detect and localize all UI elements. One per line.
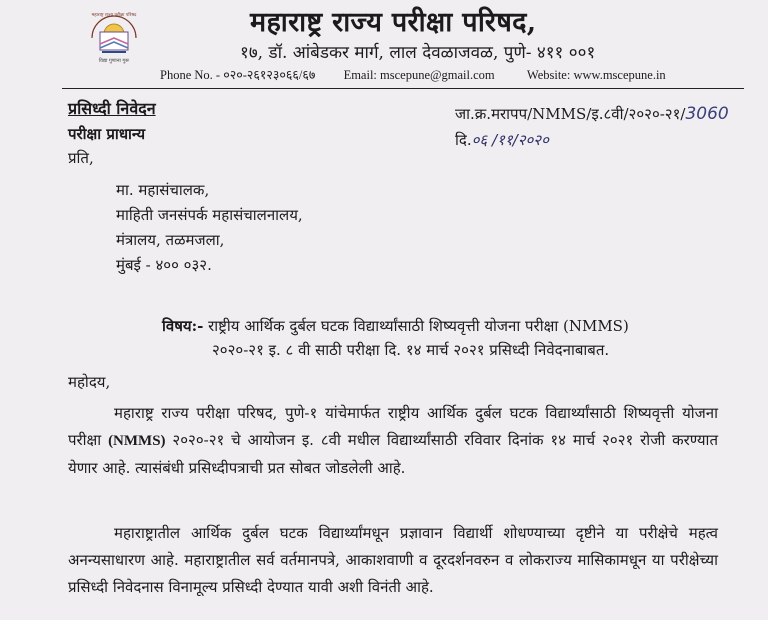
website-url: Website: www.mscepune.in: [526, 68, 666, 82]
recipient-line: मंत्रालय, तळमजला,: [116, 231, 225, 249]
organization-title: महाराष्ट्र राज्य परीक्षा परिषद,: [250, 7, 537, 38]
subject-label: विषय:-: [162, 317, 204, 335]
email-address: Email: mscepune@gmail.com: [343, 68, 495, 82]
to-label: प्रति,: [68, 149, 94, 167]
subject-line-1: राष्ट्रीय आर्थिक दुर्बल घटक विद्यार्थ्यांसाठी शिष्यवृत्ती योजना परीक्षा (NMMS): [208, 317, 629, 335]
recipient-line: मुंबई - ४०० ०३२.: [116, 256, 212, 274]
paragraph-text: महाराष्ट्र राज्य परीक्षा परिषद, पुणे-१ यांचेमार्फत राष्ट्रीय आर्थिक दुर्बल घटक विद्यार्थ्यांसाठी शिष्यवृत्ती योजना परीक्षा: [68, 404, 718, 449]
subject-line-2: २०२०-२१ इ. ८ वी साठी परीक्षा दि. १४ मार्च २०२१ प्रसिध्दी निवेदनाबाबत.: [212, 341, 610, 359]
body-paragraph-2: महाराष्ट्रातील आर्थिक दुर्बल घटक विद्यार्थ्यांमधून प्रज्ञावान विद्यार्थी शोधण्याच्या दृष्टीने या परीक्षेचे महत्व अनन्यसाधारण आहे. महाराष्ट्रातील सर्व वर्तमानपत्रे, आकाशवाणी व दूरदर्शनवरुन व लोकराज्य मासिकामधून या परीक्षेच्या प्रसिध्दी निवेदनास विनामूल्य प्रसिध्दी देण्यात यावी अशी विनंती आहे.: [68, 524, 718, 596]
logo-motto: विद्या गुणाना गुरू: [98, 58, 130, 64]
priority-label: परीक्षा प्राधान्य: [68, 125, 146, 143]
date-prefix: दि.: [455, 131, 472, 149]
reference-date: [455, 130, 549, 150]
recipient-line: माहिती जनसंपर्क महासंचालनालय,: [116, 206, 303, 224]
council-logo: [86, 8, 142, 66]
logo-caption: महाराष्ट्र राज्य परीक्षा परिषद: [91, 13, 137, 18]
organization-address: १७, डॉ. आंबेडकर मार्ग, लाल देवळाजवळ, पुणे- ४११ ००१: [240, 43, 596, 63]
phone-number: Phone No. - ०२०-२६१२३०६६/६७: [160, 68, 316, 82]
header-divider: [62, 88, 744, 89]
body-paragraph-1: [68, 400, 718, 482]
recipient-line: मा. महासंचालक,: [116, 181, 210, 199]
press-notice-label: प्रसिध्दी निवेदन: [68, 99, 156, 118]
exam-code: (NMMS): [108, 433, 166, 449]
paragraph-text: २०२०-२१ चे आयोजन इ. ८वी मधील विद्यार्थ्यांसाठी रविवार दिनांक १४ मार्च २०२१ रोजी करण्यात येणार आहे. त्यासंबंधी प्रसिध्दीपत्राची प्रत सोबत जोडलेली आहे.: [68, 431, 718, 477]
subject-block: [162, 314, 629, 362]
date-value: ०६ /११/२०२०: [471, 131, 549, 149]
salutation: महोदय,: [68, 373, 111, 391]
reference-number: [455, 104, 729, 124]
reference-printed: जा.क्र.मरापप/NMMS/इ.८वी/२०२०-२१/: [455, 105, 686, 123]
reference-handwritten: 3060: [685, 104, 729, 124]
contact-line: [160, 66, 666, 83]
recipient-address: [116, 178, 303, 278]
